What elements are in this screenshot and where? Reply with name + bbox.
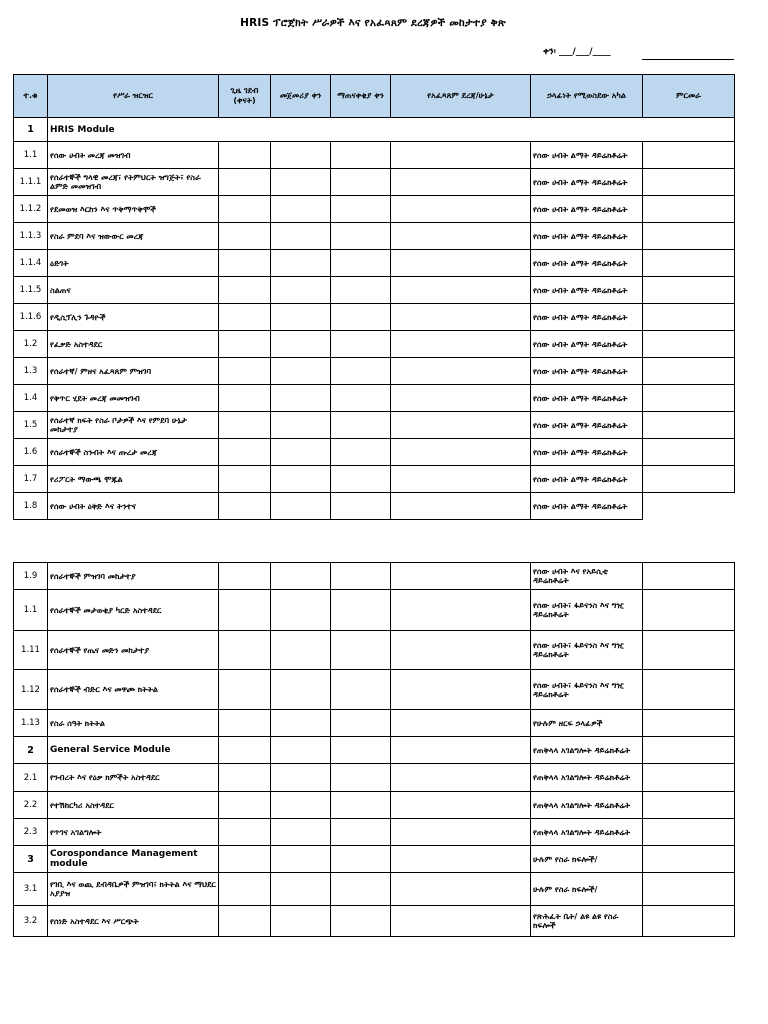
table-row: [14, 670, 735, 710]
table-row: [14, 277, 735, 304]
row-duration-cell: [219, 385, 271, 412]
row-duration-cell: [219, 196, 271, 223]
row-remarks-cell: [643, 304, 735, 331]
row-duration-cell: [219, 223, 271, 250]
table-row: [14, 563, 735, 590]
row-duration-cell: [219, 792, 271, 819]
row-task: የደመወዝ እርከን እና ጥቅማጥቅሞች: [48, 196, 219, 223]
row-remarks-cell: [643, 670, 735, 710]
row-number: 1.1.2: [14, 196, 48, 223]
row-end-cell: [331, 819, 391, 846]
row-status-cell: [391, 466, 531, 493]
row-end-cell: [331, 358, 391, 385]
row-end-cell: [331, 439, 391, 466]
row-responsible: ሁሉም የስራ ክፍሎች/: [531, 873, 643, 906]
row-duration-cell: [219, 277, 271, 304]
table-row: [14, 196, 735, 223]
header-number: ተ.ቁ: [14, 75, 48, 118]
row-number: 3: [14, 846, 48, 873]
row-remarks-cell: [643, 466, 735, 493]
row-start-cell: [271, 873, 331, 906]
row-number: 2.1: [14, 764, 48, 792]
row-status-cell: [391, 358, 531, 385]
row-responsible: የሰው ሀብት ልማት ዳይሬክቶሬት: [531, 331, 643, 358]
row-task: የሰራተኞች ብድር እና መዋጮ ክትትል: [48, 670, 219, 710]
table-row: [14, 792, 735, 819]
row-status-cell: [391, 906, 531, 937]
row-task: የሰራተኛ/ ምዘና አፈጻጸም ምዝገባ: [48, 358, 219, 385]
table-row: [14, 466, 735, 493]
table-body-part-2: [14, 563, 735, 937]
row-responsible: የጽሕፈት ቤት/ ልዩ ልዩ የስራ ክፍሎች: [531, 906, 643, 937]
row-responsible: ሁሉም የስራ ክፍሎች/: [531, 846, 643, 873]
row-status-cell: [391, 737, 531, 764]
row-status-cell: [391, 792, 531, 819]
row-status-cell: [391, 590, 531, 631]
row-remarks-cell: [643, 439, 735, 466]
row-remarks-cell: [643, 710, 735, 737]
row-responsible: የሁሉም ዘርፍ ኃላፊዎች: [531, 710, 643, 737]
row-end-cell: [331, 764, 391, 792]
row-start-cell: [271, 819, 331, 846]
table-row: [14, 223, 735, 250]
row-task: የስራ ሰዓት ክትትል: [48, 710, 219, 737]
table-row: [14, 250, 735, 277]
row-responsible: የጠቅላላ አገልግሎት ዳይሬክቶሬት: [531, 819, 643, 846]
row-status-cell: [391, 846, 531, 873]
row-responsible: የሰው ሀብት ልማት ዳይሬክቶሬት: [531, 493, 643, 520]
row-task: የዲሲፕሊን ጉዳዮች: [48, 304, 219, 331]
row-number: 1.4: [14, 385, 48, 412]
row-status-cell: [391, 631, 531, 670]
row-end-cell: [331, 493, 391, 520]
row-start-cell: [271, 439, 331, 466]
table-row: [14, 873, 735, 906]
row-number: 1: [14, 118, 48, 142]
row-responsible: የሰው ሀብት ልማት ዳይሬክቶሬት: [531, 142, 643, 169]
row-responsible: የሰው ሀብት፣ ፋይናንስ እና ግዢ ዳይሬክቶሬት: [531, 590, 643, 631]
table-row: [14, 142, 735, 169]
row-end-cell: [331, 710, 391, 737]
row-task: የሰራተኞች ምዝገባ መከታተያ: [48, 563, 219, 590]
row-remarks-cell: [643, 873, 735, 906]
table-row: [14, 493, 735, 520]
table-row: [14, 169, 735, 196]
row-status-cell: [391, 873, 531, 906]
header-remarks: ምርመራ: [643, 75, 735, 118]
row-responsible: የሰው ሀብት ልማት ዳይሬክቶሬት: [531, 223, 643, 250]
row-start-cell: [271, 358, 331, 385]
row-end-cell: [331, 792, 391, 819]
row-responsible: የሰው ሀብት እና የአይሲቲ ዳይሬክቶሬት: [531, 563, 643, 590]
header-start-date: መጀመሪያ ቀን: [271, 75, 331, 118]
row-status-cell: [391, 304, 531, 331]
row-end-cell: [331, 142, 391, 169]
table-row: [14, 358, 735, 385]
table-row: [14, 304, 735, 331]
row-responsible: የሰው ሀብት ልማት ዳይሬክቶሬት: [531, 385, 643, 412]
row-end-cell: [331, 169, 391, 196]
row-task: የሰው ሀብት ዕቅድ እና ትንተና: [48, 493, 219, 520]
header-task: የሥራ ዝርዝር: [48, 75, 219, 118]
row-task: የሰራተኞች የጤና መድን መከታተያ: [48, 631, 219, 670]
row-end-cell: [331, 196, 391, 223]
row-remarks-cell: [643, 385, 735, 412]
row-status-cell: [391, 764, 531, 792]
row-duration-cell: [219, 331, 271, 358]
row-duration-cell: [219, 819, 271, 846]
row-status-cell: [391, 277, 531, 304]
row-end-cell: [331, 846, 391, 873]
row-start-cell: [271, 169, 331, 196]
row-remarks-cell: [643, 906, 735, 937]
row-remarks-cell: [643, 493, 735, 520]
row-remarks-cell: [643, 142, 735, 169]
row-end-cell: [331, 906, 391, 937]
row-task: የጥገና አገልግሎት: [48, 819, 219, 846]
row-task: የሰራተኞች መታወቂያ ካርድ አስተዳደር: [48, 590, 219, 631]
row-task: General Service Module: [48, 737, 219, 764]
row-status-cell: [391, 250, 531, 277]
table-row: [14, 331, 735, 358]
row-start-cell: [271, 277, 331, 304]
row-task: ዕድገት: [48, 250, 219, 277]
row-task: Corospondance Management module: [48, 846, 219, 873]
row-duration-cell: [219, 631, 271, 670]
table-row: [14, 710, 735, 737]
row-status-cell: [391, 169, 531, 196]
row-number: 1.1: [14, 142, 48, 169]
row-number: 1.2: [14, 331, 48, 358]
date-signature-line: [642, 59, 734, 60]
row-number: 3.1: [14, 873, 48, 906]
row-task: የፈቃድ አስተዳደር: [48, 331, 219, 358]
row-task: የተሽከርካሪ አስተዳደር: [48, 792, 219, 819]
row-responsible: የሰው ሀብት ልማት ዳይሬክቶሬት: [531, 277, 643, 304]
row-start-cell: [271, 670, 331, 710]
row-number: 1.1.3: [14, 223, 48, 250]
header-end-date: ማጠናቀቂያ ቀን: [331, 75, 391, 118]
row-task: የሰነድ አስተዳደር እና ሥርጭት: [48, 906, 219, 937]
table-row: [14, 764, 735, 792]
row-remarks-cell: [643, 792, 735, 819]
row-end-cell: [331, 466, 391, 493]
row-start-cell: [271, 331, 331, 358]
row-start-cell: [271, 737, 331, 764]
table-row: [14, 631, 735, 670]
row-start-cell: [271, 223, 331, 250]
row-responsible: የሰው ሀብት ልማት ዳይሬክቶሬት: [531, 304, 643, 331]
row-number: 1.12: [14, 670, 48, 710]
row-number: 1.8: [14, 493, 48, 520]
row-end-cell: [331, 331, 391, 358]
row-status-cell: [391, 331, 531, 358]
row-status-cell: [391, 196, 531, 223]
table-row: [14, 439, 735, 466]
row-task: የስራ ምደባ እና ዝውውር መረጃ: [48, 223, 219, 250]
row-number: 1.5: [14, 412, 48, 439]
row-section-title: HRIS Module: [48, 118, 735, 142]
row-duration-cell: [219, 169, 271, 196]
row-duration-cell: [219, 439, 271, 466]
row-responsible: የሰው ሀብት ልማት ዳይሬክቶሬት: [531, 439, 643, 466]
row-start-cell: [271, 493, 331, 520]
row-number: 2.2: [14, 792, 48, 819]
row-number: 1.6: [14, 439, 48, 466]
row-responsible: የጠቅላላ አገልግሎት ዳይሬክቶሬት: [531, 764, 643, 792]
row-task: የሰራተኞች ስንብት እና ጡረታ መረጃ: [48, 439, 219, 466]
row-status-cell: [391, 819, 531, 846]
row-start-cell: [271, 906, 331, 937]
row-remarks-cell: [643, 819, 735, 846]
row-remarks-cell: [643, 764, 735, 792]
row-responsible: የሰው ሀብት፣ ፋይናንስ እና ግዢ ዳይሬክቶሬት: [531, 631, 643, 670]
row-status-cell: [391, 710, 531, 737]
row-end-cell: [331, 631, 391, 670]
page-title: HRIS ፕሮጀክት ሥራዎች እና የአፈጻጸም ደረጃዎች መከታተያ ቅጽ: [240, 17, 506, 29]
section-row: [14, 737, 735, 764]
row-duration-cell: [219, 358, 271, 385]
row-duration-cell: [219, 466, 271, 493]
row-task: ስልጠና: [48, 277, 219, 304]
row-status-cell: [391, 223, 531, 250]
row-remarks-cell: [643, 631, 735, 670]
row-duration-cell: [219, 670, 271, 710]
row-start-cell: [271, 142, 331, 169]
row-end-cell: [331, 670, 391, 710]
row-number: 1.1.4: [14, 250, 48, 277]
row-responsible: የሰው ሀብት ልማት ዳይሬክቶሬት: [531, 169, 643, 196]
row-start-cell: [271, 631, 331, 670]
row-remarks-cell: [643, 223, 735, 250]
row-number: 1.7: [14, 466, 48, 493]
row-start-cell: [271, 764, 331, 792]
row-duration-cell: [219, 250, 271, 277]
row-remarks-cell: [643, 169, 735, 196]
row-start-cell: [271, 385, 331, 412]
row-number: 2: [14, 737, 48, 764]
row-remarks-cell: [643, 412, 735, 439]
row-end-cell: [331, 277, 391, 304]
row-status-cell: [391, 412, 531, 439]
row-remarks-cell: [643, 196, 735, 223]
row-status-cell: [391, 670, 531, 710]
table-row: [14, 906, 735, 937]
table-row: [14, 385, 735, 412]
row-end-cell: [331, 223, 391, 250]
row-start-cell: [271, 846, 331, 873]
row-remarks-cell: [643, 846, 735, 873]
row-remarks-cell: [643, 277, 735, 304]
tracking-table-part-1: [13, 74, 735, 520]
row-duration-cell: [219, 142, 271, 169]
row-duration-cell: [219, 737, 271, 764]
date-label: ቀን፡ ___/___/____: [543, 47, 611, 57]
row-task: የቅጥር ሂደት መረጃ መመዝገብ: [48, 385, 219, 412]
row-remarks-cell: [643, 331, 735, 358]
row-responsible: የጠቅላላ አገልግሎት ዳይሬክቶሬት: [531, 737, 643, 764]
row-duration-cell: [219, 493, 271, 520]
row-number: 3.2: [14, 906, 48, 937]
table-row: [14, 590, 735, 631]
row-number: 1.1: [14, 590, 48, 631]
row-status-cell: [391, 385, 531, 412]
row-status-cell: [391, 493, 531, 520]
row-end-cell: [331, 412, 391, 439]
row-responsible: የሰው ሀብት ልማት ዳይሬክቶሬት: [531, 358, 643, 385]
row-remarks-cell: [643, 737, 735, 764]
row-end-cell: [331, 304, 391, 331]
row-duration-cell: [219, 710, 271, 737]
table-header-row: [14, 75, 735, 118]
row-responsible: የሰው ሀብት፣ ፋይናንስ እና ግዢ ዳይሬክቶሬት: [531, 670, 643, 710]
row-status-cell: [391, 563, 531, 590]
header-status: የአፈጻጸም ደረጃ/ሁኔታ: [391, 75, 531, 118]
row-task: የሰው ሀብት መረጃ መዝገብ: [48, 142, 219, 169]
row-number: 1.1.5: [14, 277, 48, 304]
row-duration-cell: [219, 304, 271, 331]
row-duration-cell: [219, 590, 271, 631]
row-start-cell: [271, 250, 331, 277]
row-number: 1.1.1: [14, 169, 48, 196]
row-number: 1.13: [14, 710, 48, 737]
row-status-cell: [391, 142, 531, 169]
row-responsible: የሰው ሀብት ልማት ዳይሬክቶሬት: [531, 412, 643, 439]
row-task: የገቢ እና ወጪ ደብዳቤዎች ምዝገባ፣ ክትትል እና ማህደር አያያዝ: [48, 873, 219, 906]
section-row: [14, 118, 735, 142]
row-remarks-cell: [643, 358, 735, 385]
row-responsible: የጠቅላላ አገልግሎት ዳይሬክቶሬት: [531, 792, 643, 819]
section-row: [14, 846, 735, 873]
row-duration-cell: [219, 906, 271, 937]
row-start-cell: [271, 590, 331, 631]
header-duration: ጊዜ ገደብ (ቀናት): [219, 75, 271, 118]
row-duration-cell: [219, 873, 271, 906]
row-task: የሪፖርት ማውጫ ሞጁል: [48, 466, 219, 493]
row-responsible: የሰው ሀብት ልማት ዳይሬክቶሬት: [531, 250, 643, 277]
row-start-cell: [271, 710, 331, 737]
row-remarks-cell: [643, 250, 735, 277]
row-duration-cell: [219, 563, 271, 590]
row-duration-cell: [219, 412, 271, 439]
row-number: 1.11: [14, 631, 48, 670]
row-responsible: የሰው ሀብት ልማት ዳይሬክቶሬት: [531, 466, 643, 493]
header-responsible: ኃላፊነት የሚወስደው አካል: [531, 75, 643, 118]
row-duration-cell: [219, 764, 271, 792]
row-start-cell: [271, 792, 331, 819]
row-number: 1.3: [14, 358, 48, 385]
row-task: የሰራተኞች ግላዊ መረጃ፣ የትምህርት ዝግጅት፣ የስራ ልምድ መመዝገብ: [48, 169, 219, 196]
row-duration-cell: [219, 846, 271, 873]
row-number: 1.9: [14, 563, 48, 590]
row-number: 1.1.6: [14, 304, 48, 331]
row-end-cell: [331, 250, 391, 277]
tracking-table-part-2: [13, 562, 735, 937]
row-end-cell: [331, 563, 391, 590]
row-start-cell: [271, 412, 331, 439]
row-start-cell: [271, 304, 331, 331]
row-task: የንብረት እና የዕቃ ክምችት አስተዳደር: [48, 764, 219, 792]
row-end-cell: [331, 873, 391, 906]
row-remarks-cell: [643, 590, 735, 631]
row-end-cell: [331, 590, 391, 631]
row-number: 2.3: [14, 819, 48, 846]
row-end-cell: [331, 737, 391, 764]
row-start-cell: [271, 563, 331, 590]
row-start-cell: [271, 466, 331, 493]
table-row: [14, 819, 735, 846]
table-row: [14, 412, 735, 439]
row-task: የሰራተኛ ክፍት የስራ ቦታዎች እና የምደባ ሁኔታ መከታተያ: [48, 412, 219, 439]
row-status-cell: [391, 439, 531, 466]
table-body-part-1: [14, 118, 735, 520]
row-remarks-cell: [643, 563, 735, 590]
row-end-cell: [331, 385, 391, 412]
row-responsible: የሰው ሀብት ልማት ዳይሬክቶሬት: [531, 196, 643, 223]
row-start-cell: [271, 196, 331, 223]
